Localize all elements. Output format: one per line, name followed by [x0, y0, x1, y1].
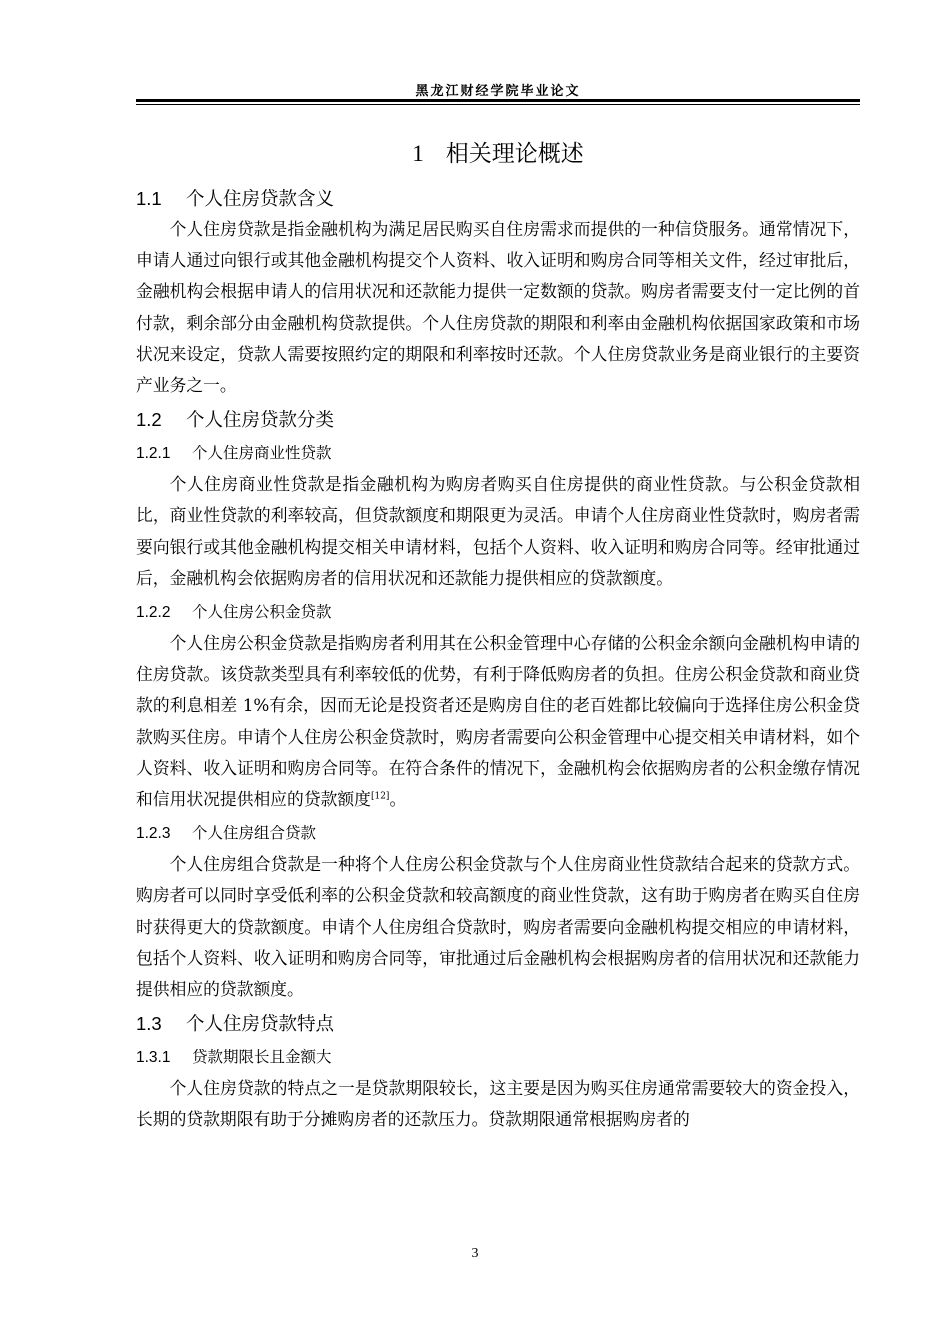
- page-content: [136, 128, 860, 1136]
- paragraph-tail: 。: [389, 789, 407, 810]
- paragraph-1-2-1: 个人住房商业性贷款是指金融机构为购房者购买自住房提供的商业性贷款。与公积金贷款相比，商业性贷款的利率较高，但贷款额度和期限更为灵活。申请个人住房商业性贷款时，购房者需要向银行或其他金融机构提交相关申请材料，包括个人资料、收入证明和购房合同等。经审批通过后，金融机构会依据购房者的信用状况和还款能力提供相应的贷款额度。: [136, 474, 860, 588]
- page-number: 3: [471, 1246, 479, 1261]
- header-rule-thick: [136, 99, 860, 102]
- paragraph-text: 个人住房公积金贷款是指购房者利用其在公积金管理中心存储的公积金余额向金融机构申请的住房贷款。该贷款类型具有利率较低的优势，有利于降低购房者的负担。住房公积金贷款和商业贷款的利息相差 1%有余，因而无论是投资者还是购房自住的老百姓都比较偏向于选择住房公积金贷款购买住房。申请个人住房公积金贷款时，购房者需要向公积金管理中心提交相关申请材料，如个人资料、收入证明和购房合同等。在符合条件的情况下，金融机构会依据购房者的公积金缴存情况和信用状况提供相应的贷款额度: [136, 633, 860, 810]
- subsection-title: 个人住房组合贷款: [192, 824, 317, 843]
- subsection-heading-1-3-1: [136, 1043, 860, 1071]
- chapter-title: [136, 138, 860, 170]
- subsection-title: 个人住房公积金贷款: [192, 603, 332, 622]
- subsection-title: 个人住房商业性贷款: [192, 444, 332, 463]
- section-number: 1.1: [136, 188, 162, 209]
- header-rule-thin: [136, 104, 860, 105]
- subsection-heading-1-2-3: [136, 819, 860, 847]
- section-heading-1-1: [136, 184, 860, 214]
- section-heading-1-2: [136, 405, 860, 435]
- section-title: 个人住房贷款分类: [186, 410, 335, 432]
- subsection-number: 1.2.1: [136, 445, 171, 463]
- section-heading-1-3: [136, 1009, 860, 1039]
- subsection-heading-1-2-2: [136, 598, 860, 626]
- chapter-title-text: 相关理论概述: [445, 141, 584, 167]
- section-title: 个人住房贷款特点: [186, 1014, 335, 1036]
- subsection-number: 1.2.3: [136, 825, 171, 843]
- paragraph-1-2-3: 个人住房组合贷款是一种将个人住房公积金贷款与个人住房商业性贷款结合起来的贷款方式。购房者可以同时享受低利率的公积金贷款和较高额度的商业性贷款，这有助于购房者在购买自住房时获得更大的贷款额度。申请个人住房组合贷款时，购房者需要向金融机构提交相应的申请材料，包括个人资料、收入证明和购房合同等，审批通过后金融机构会根据购房者的信用状况和还款能力提供相应的贷款额度。: [136, 854, 860, 1000]
- paragraph-1-3-1: 个人住房贷款的特点之一是贷款期限较长，这主要是因为购买住房通常需要较大的资金投入，长期的贷款期限有助于分摊购房者的还款压力。贷款期限通常根据购房者的: [136, 1078, 860, 1130]
- subsection-number: 1.2.2: [136, 604, 171, 622]
- chapter-number: 1: [412, 141, 424, 166]
- citation-marker: [12]: [370, 791, 390, 802]
- paragraph-1-1: 个人住房贷款是指金融机构为满足居民购买自住房需求而提供的一种信贷服务。通常情况下，申请人通过向银行或其他金融机构提交个人资料、收入证明和购房合同等相关文件，经过审批后，金融机构会根据申请人的信用状况和还款能力提供一定数额的贷款。购房者需要支付一定比例的首付款，剩余部分由金融机构贷款提供。个人住房贷款的期限和利率由金融机构依据国家政策和市场状况来设定，贷款人需要按照约定的期限和利率按时还款。个人住房贷款业务是商业银行的主要资产业务之一。: [136, 219, 860, 396]
- section-title: 个人住房贷款含义: [186, 189, 335, 210]
- subsection-number: 1.3.1: [136, 1049, 171, 1067]
- running-header: 黑龙江财经学院毕业论文: [415, 84, 581, 99]
- section-number: 1.3: [136, 1013, 162, 1035]
- subsection-title: 贷款期限长且金额大: [192, 1048, 332, 1067]
- subsection-heading-1-2-1: [136, 439, 860, 467]
- section-number: 1.2: [136, 409, 162, 431]
- paragraph-1-2-2: [136, 628, 860, 815]
